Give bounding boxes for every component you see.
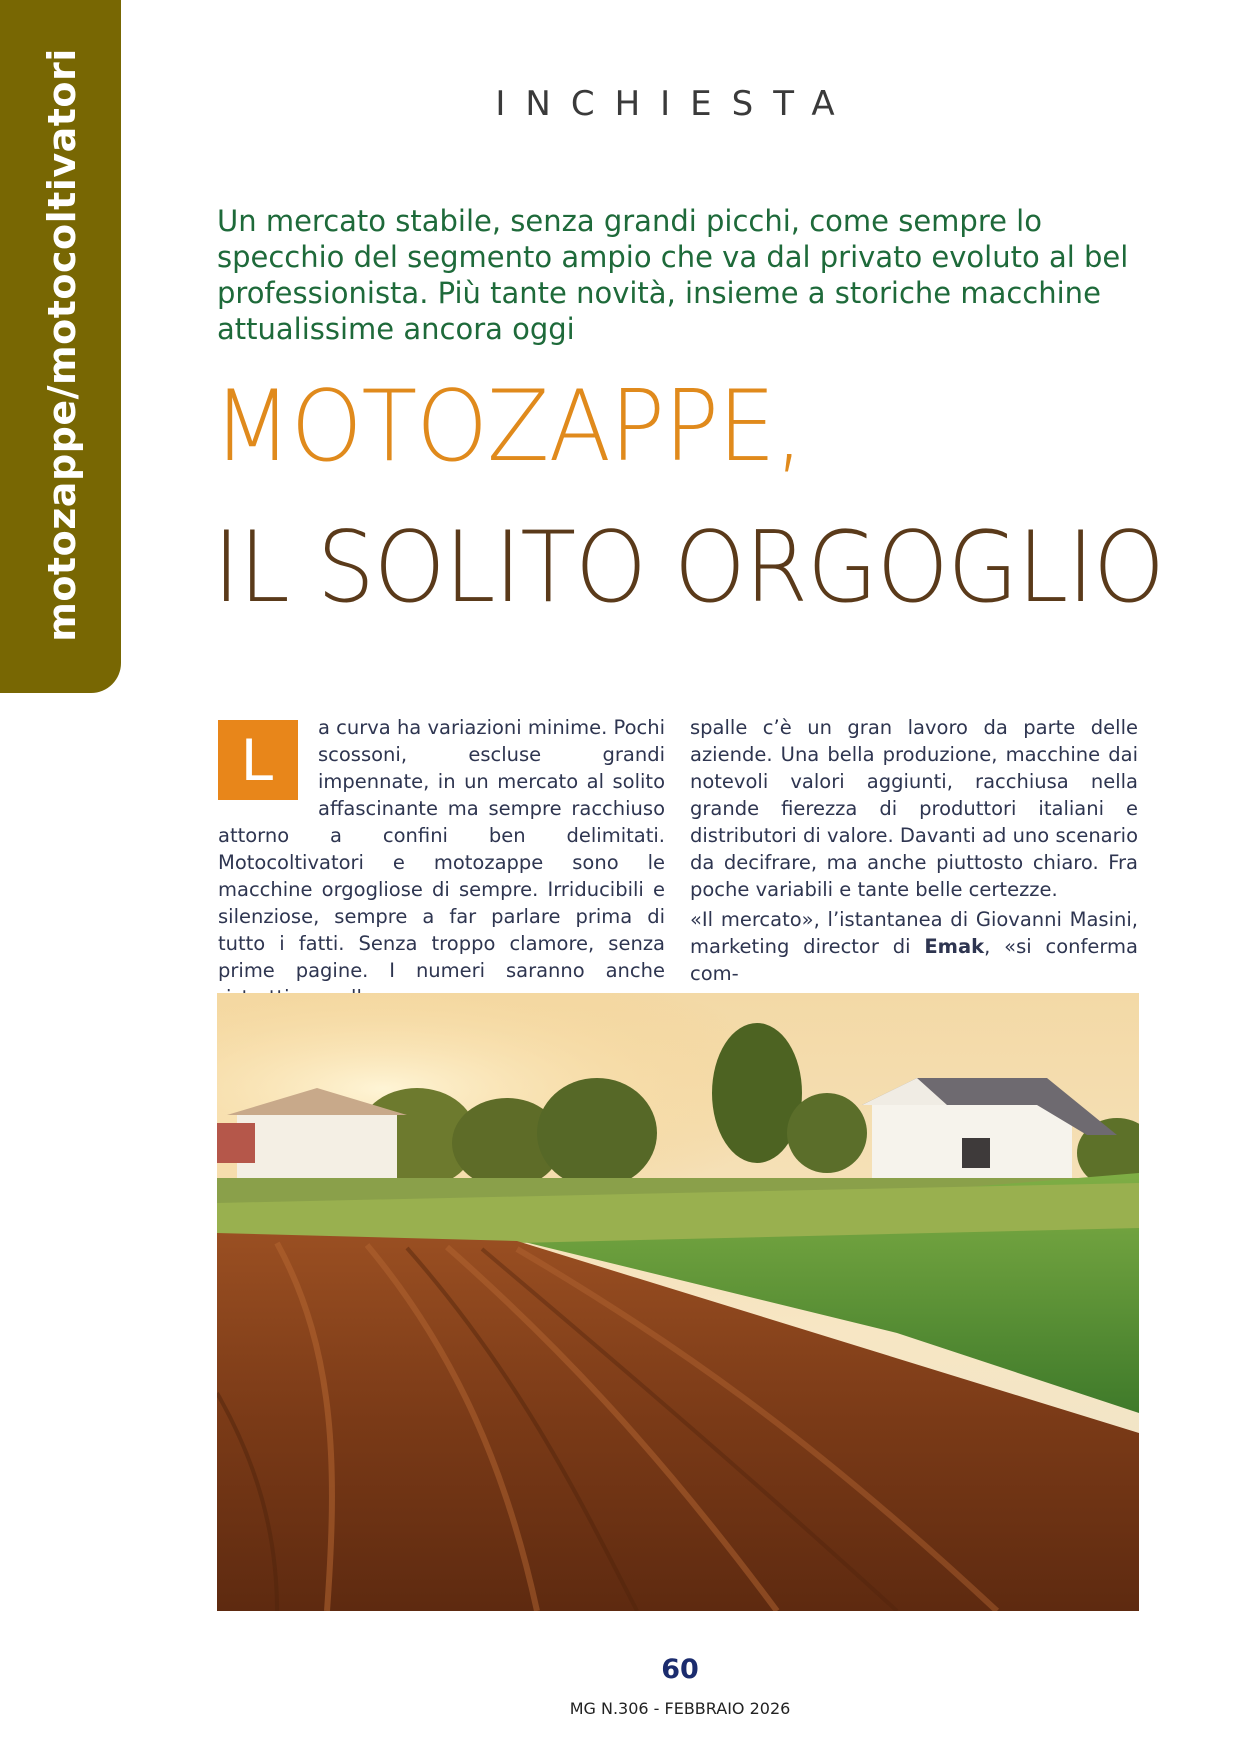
headline-line-1: MOTOZAPPE, (213, 370, 803, 484)
page-number: 60 (661, 1654, 699, 1685)
article-subtitle: Un mercato stabile, senza grandi picchi, come sempre lo specchio del segmento ampio che va dal privato evoluto al bel professionista. Più tante novità, insieme a storiche macchine attualissime ancora oggi (217, 204, 1129, 346)
issue-info: MG N.306 - FEBBRAIO 2026 (569, 1699, 791, 1718)
article-column-right (690, 714, 1138, 987)
farm-field-illustration (217, 993, 1139, 1611)
article-column-left (218, 714, 665, 1011)
quote-intro: «Il mercato», l’istantanea di Giovanni Masini, marketing director di (690, 908, 1138, 958)
headline-line-2: IL SOLITO ORGOGLIO (213, 511, 1164, 625)
article-paragraph (690, 906, 1138, 987)
article-body-left: a curva ha variazioni minime. Pochi scossoni, escluse grandi impennate, in un mercato al solito affascinante ma sempre racchiuso attorno a confini ben delimitati. Motocoltivatori e motozappe sono le macchine orgogliose di sempre. Irriducibili e silenziose, sempre a far parlare prima di tutto i fatti. Senza troppo clamore, senza prime pagine. I numeri saranno anche (218, 716, 665, 982)
brand-name: Emak (924, 935, 985, 958)
section-side-tab (0, 0, 121, 693)
section-label: INCHIESTA (495, 84, 855, 124)
farm-field-photo (217, 993, 1139, 1611)
drop-cap: L (218, 720, 298, 800)
article-paragraph: spalle c’è un gran lavoro da parte delle aziende. Una bella produzione, macchine dai notevoli valori aggiunti, racchiusa nella grande fierezza di produttori italiani e distributori di valore. Davanti ad uno scenario da decifrare, ma anche piuttosto chiaro. Fra poche variabili e tante belle certezze. (690, 716, 1138, 901)
side-tab-label: motozappe/motocoltivatori (40, 48, 84, 642)
quote-continuation: , «si conferma com- (690, 935, 1138, 985)
